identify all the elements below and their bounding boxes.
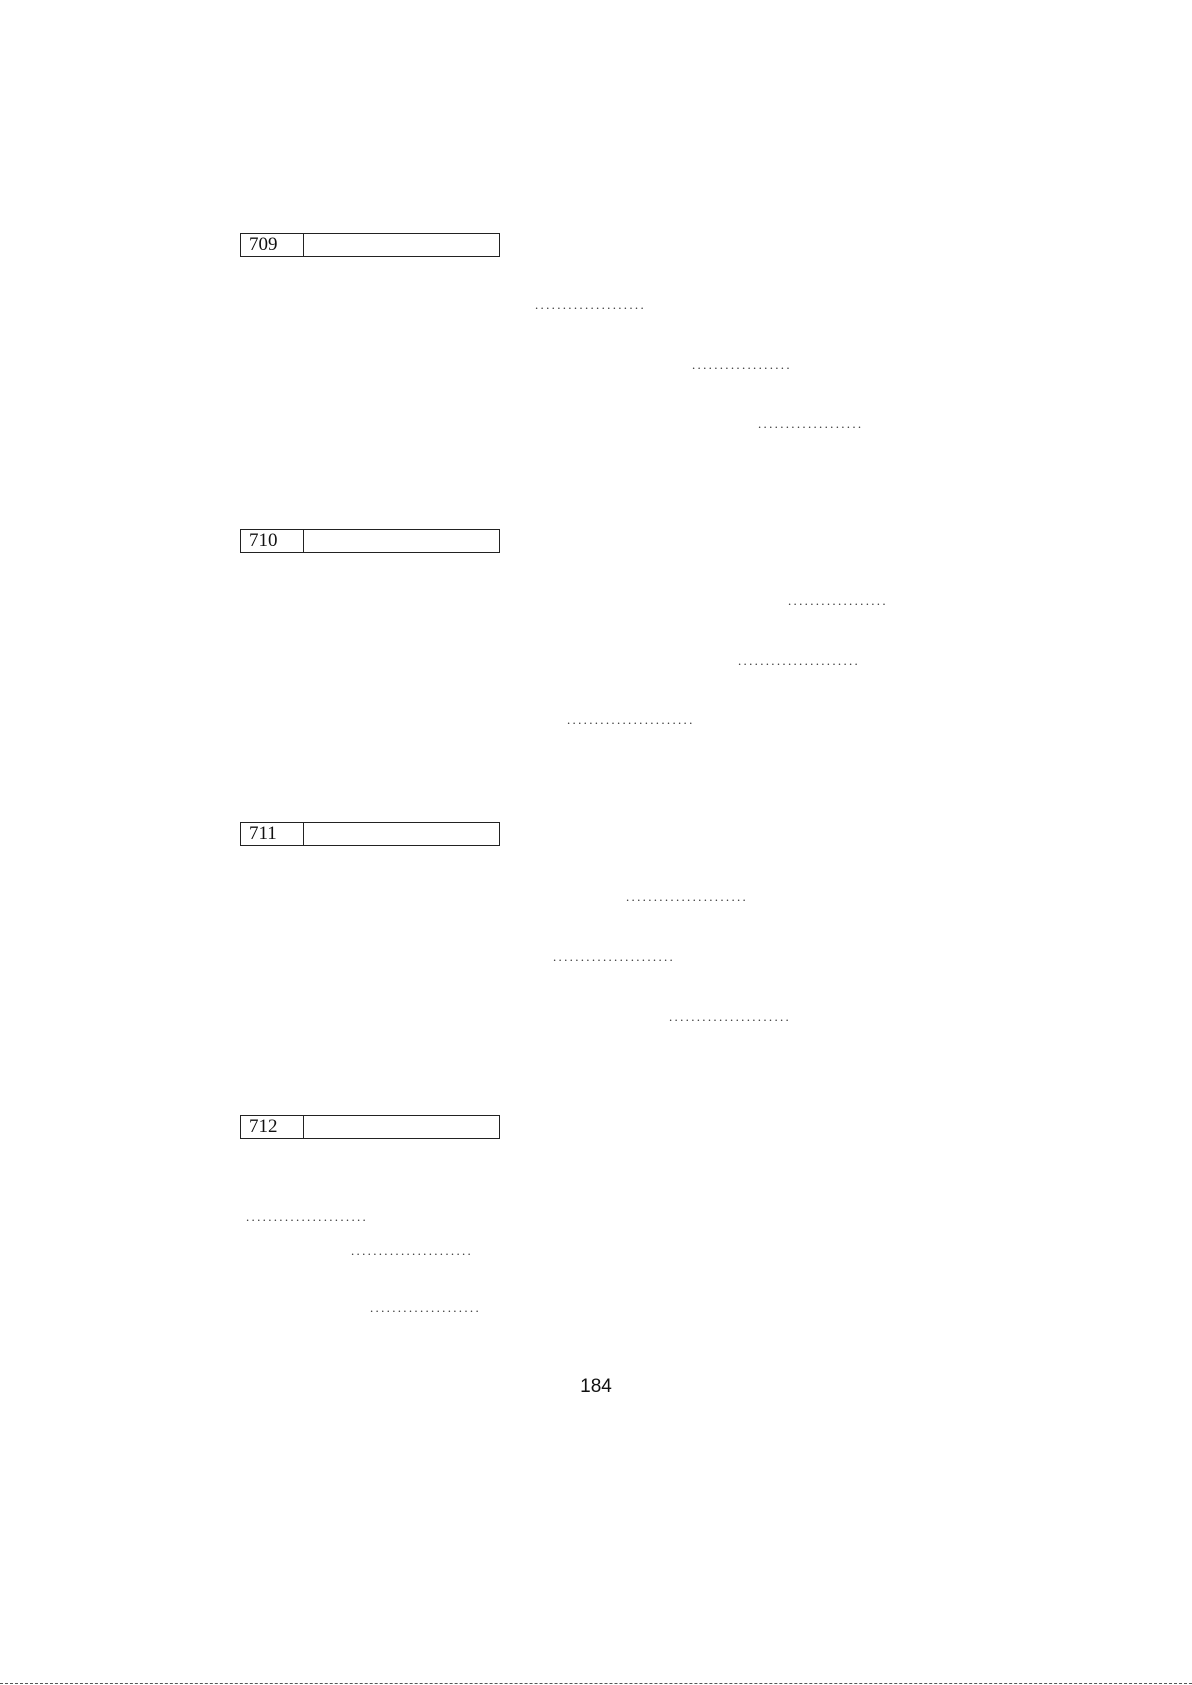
dotted-leader: .................. — [692, 357, 792, 372]
dotted-leader: ...................... — [738, 653, 861, 668]
question-box-711 — [240, 822, 500, 846]
question-box-712 — [240, 1115, 500, 1139]
dotted-leader: .................... — [370, 1300, 481, 1315]
dotted-leader: .................. — [788, 593, 888, 608]
dotted-leader: ....................... — [567, 712, 695, 727]
answer-field — [304, 1116, 499, 1138]
answer-field — [304, 823, 499, 845]
dotted-leader: ...................... — [553, 949, 676, 964]
dotted-leader: ...................... — [351, 1243, 474, 1258]
question-box-710 — [240, 529, 500, 553]
dotted-leader: ...................... — [626, 889, 749, 904]
answer-field — [304, 530, 499, 552]
dotted-leader: ................... — [758, 416, 864, 431]
question-number: 709 — [241, 234, 304, 256]
dotted-leader: ...................... — [246, 1209, 369, 1224]
question-number: 710 — [241, 530, 304, 552]
question-box-709 — [240, 233, 500, 257]
answer-field — [304, 234, 499, 256]
page-number: 184 — [580, 1376, 612, 1397]
question-number: 712 — [241, 1116, 304, 1138]
dotted-leader: ...................... — [669, 1009, 792, 1024]
dotted-leader: .................... — [535, 297, 646, 312]
question-number: 711 — [241, 823, 304, 845]
